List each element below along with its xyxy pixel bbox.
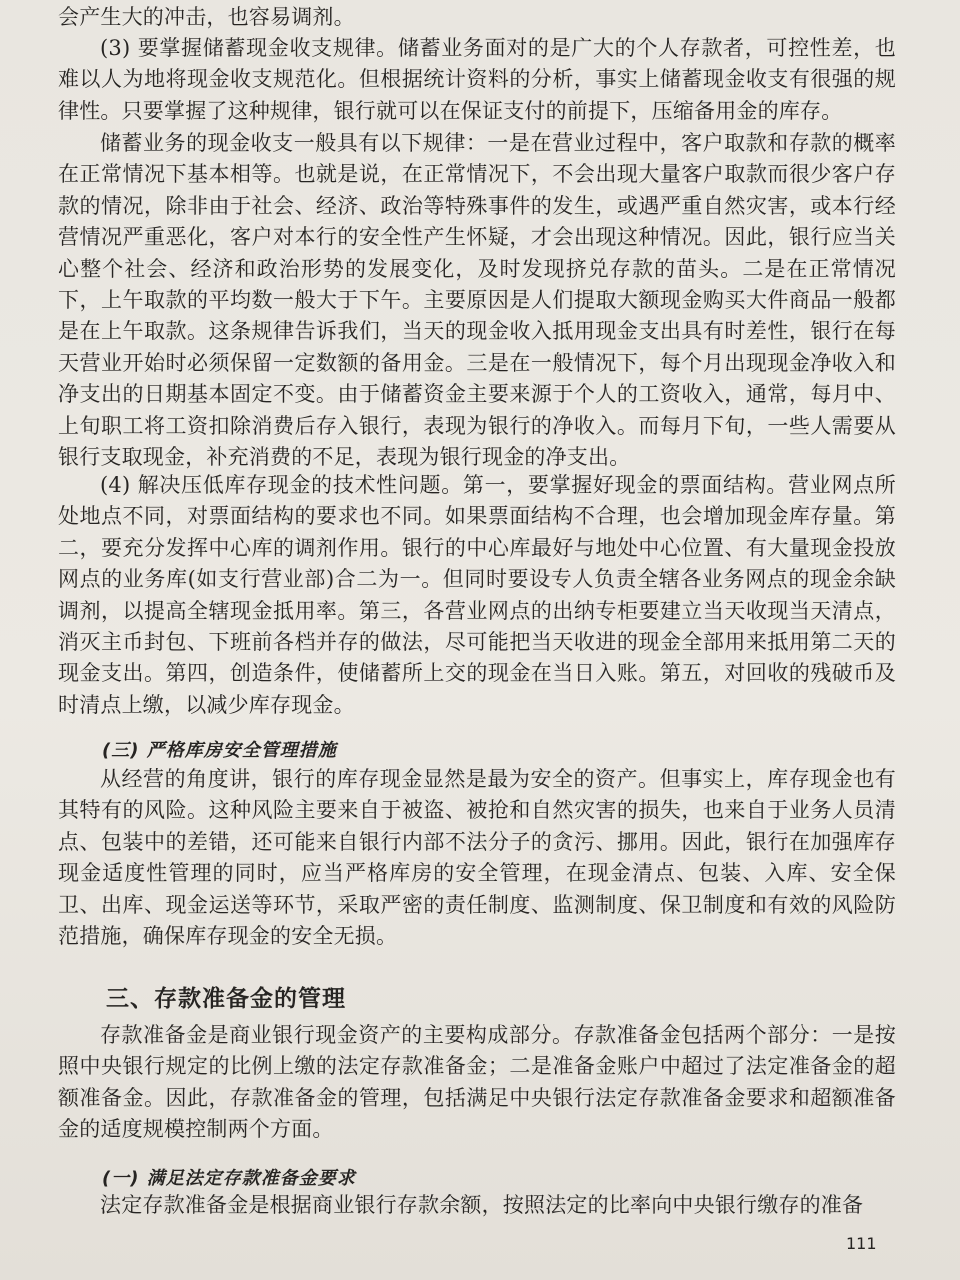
subheading-vault-safety: (三) 严格库房安全管理措施 — [102, 740, 337, 761]
paragraph-savings-cash-pattern: (3) 要掌握储蓄现金收支规律。储蓄业务面对的是广大的个人存款者，可控性差，也难以人为地将现金收支规范化。但根据统计资料的分析，事实上储蓄现金收支有很强的规律性。只要掌握了这种规律，银行就可以在保证支付的前提下，压缩备用金的库存。 — [58, 36, 896, 123]
section-title-reserve-management: 三、存款准备金的管理 — [106, 986, 346, 1012]
paragraph-reserve-composition: 存款准备金是商业银行现金资产的主要构成部分。存款准备金包括两个部分：一是按照中央银行规定的比例上缴的法定存款准备金；二是准备金账户中超过了法定准备金的超额准备金。因此，存款准备金的管理，包括满足中央银行法定存款准备金要求和超额准备金的适度规模控制两个方面。 — [58, 1023, 896, 1142]
subheading-legal-reserve: (一) 满足法定存款准备金要求 — [102, 1168, 356, 1189]
paragraph-technical-issues: (4) 解决压低库存现金的技术性问题。第一，要掌握好现金的票面结构。营业网点所处地点不同，对票面结构的要求也不同。如果票面结构不合理，也会增加现金库存量。第二，要充分发挥中心库的调剂作用。银行的中心库最好与地处中心位置、有大量现金投放网点的业务库(如支行营业部)合二为一。但同时要设专人负责全辖各业务网点的现金余缺调剂，以提高全辖现金抵用率。第三，各营业网点的出纳专柜要建立当天收现当天清点，消灭主币封包、下班前各档并存的做法，尽可能把当天收进的现金全部用来抵用第二天的现金支出。第四，创造条件，使储蓄所上交的现金在当日入账。第五，对回收的残破币及时清点上缴，以减少库存现金。 — [58, 473, 896, 717]
paragraph-vault-risk: 从经营的角度讲，银行的库存现金显然是最为安全的资产。但事实上，库存现金也有其特有的风险。这种风险主要来自于被盗、被抢和自然灾害的损失，也来自于业务人员清点、包装中的差错，还可能来自银行内部不法分子的贪污、挪用。因此，银行在加强库存现金适度性管理的同时，应当严格库房的安全管理，在现金清点、包装、入库、安全保卫、出库、现金运送等环节，采取严密的责任制度、监测制度、保卫制度和有效的风险防范措施，确保库存现金的安全无损。 — [58, 767, 896, 949]
paragraph-savings-rules: 储蓄业务的现金收支一般具有以下规律：一是在营业过程中，客户取款和存款的概率在正常情况下基本相等。也就是说，在正常情况下，不会出现大量客户取款而很少客户存款的情况，除非由于社会、经济、政治等特殊事件的发生，或遇严重自然灾害，或本行经营情况严重恶化，客户对本行的安全性产生怀疑，才会出现这种情况。因此，银行应当关心整个社会、经济和政治形势的发展变化，及时发现挤兑存款的苗头。二是在正常情况下，上午取款的平均数一般大于下午。主要原因是人们提取大额现金购买大件商品一般都是在上午取款。这条规律告诉我们，当天的现金收入抵用现金支出具有时差性，银行在每天营业开始时必须保留一定数额的备用金。三是在一般情况下，每个月出现现金净收入和净支出的日期基本固定不变。由于储蓄资金主要来源于个人的工资收入，通常，每月中、上旬职工将工资扣除消费后存入银行，表现为银行的净收入。而每月下旬，一些人需要从银行支取现金，补充消费的不足，表现为银行现金的净支出。 — [58, 131, 896, 470]
paragraph-legal-reserve-definition: 法定存款准备金是根据商业银行存款余额，按照法定的比率向中央银行缴存的准备 — [100, 1193, 864, 1217]
paragraph-continuation: 会产生大的冲击，也容易调剂。 — [58, 5, 355, 29]
page-number: 111 — [846, 1234, 877, 1253]
